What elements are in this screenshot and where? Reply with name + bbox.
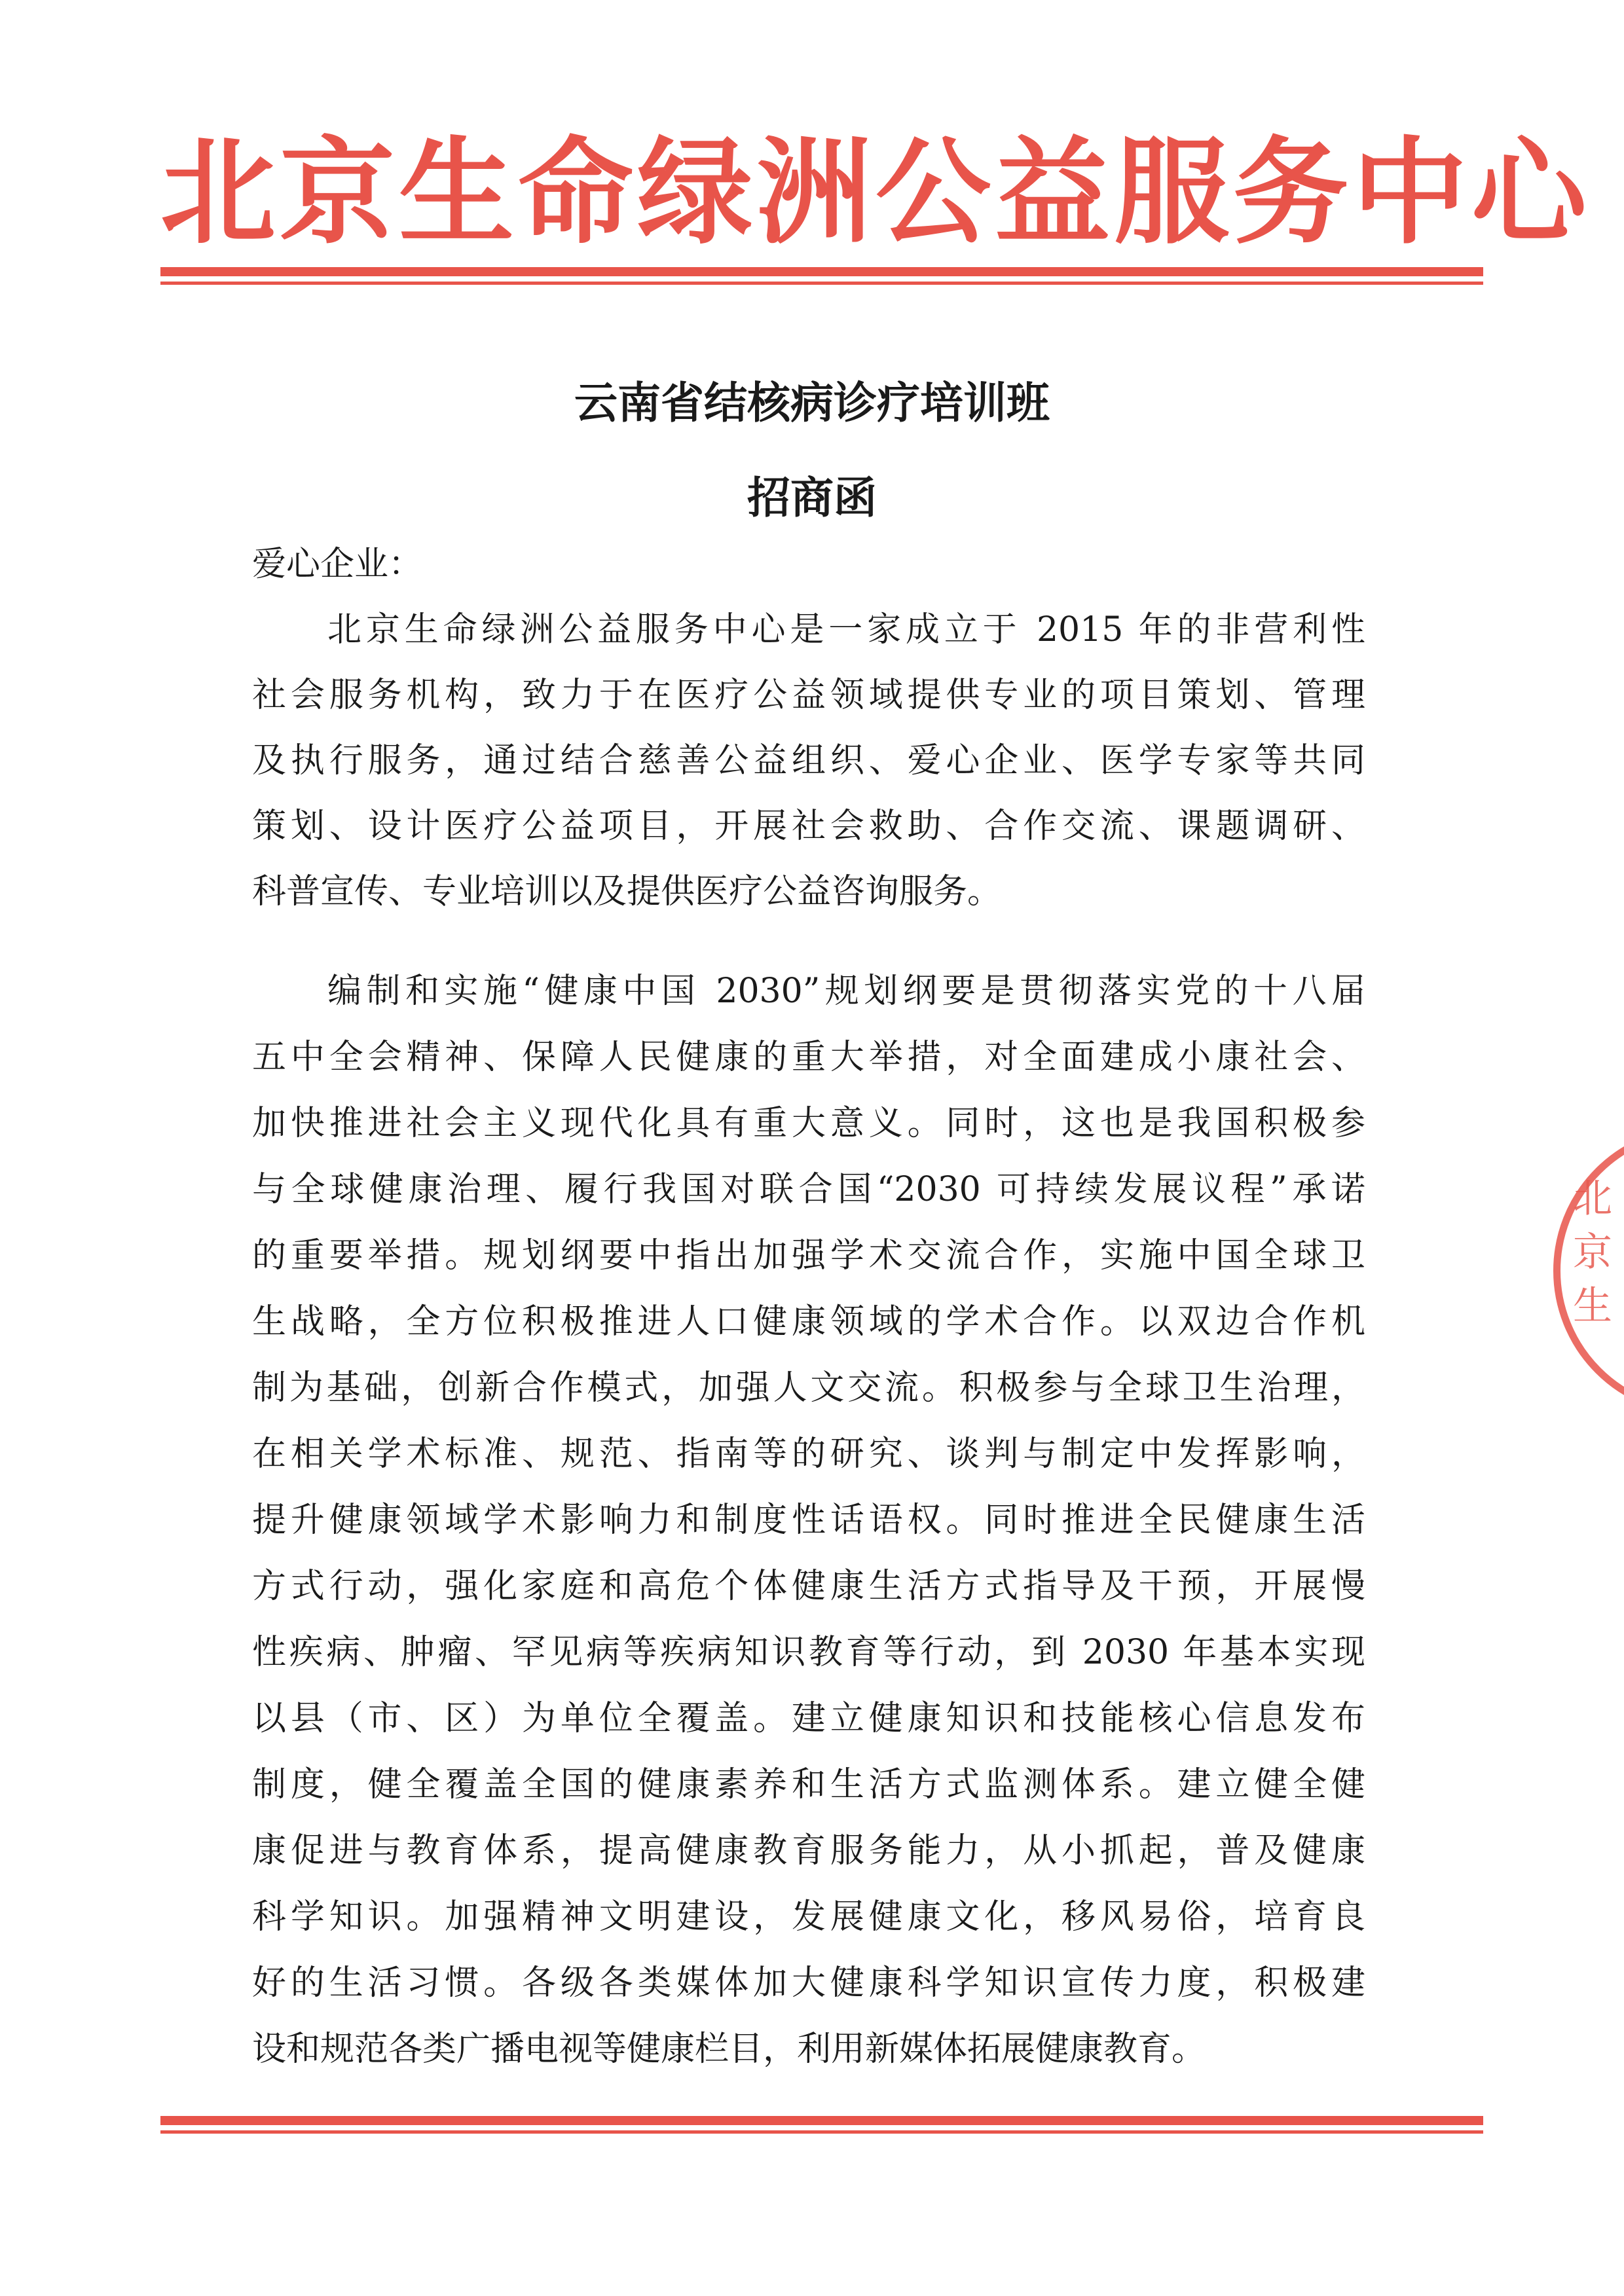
body-line: 策划、设计医疗公益项目，开展社会救助、合作交流、课题调研、 [252,807,1365,846]
footer-rule [160,2116,1483,2134]
body-line: 制为基础，创新合作模式，加强人文交流。积极参与全球卫生治理， [252,1368,1365,1408]
body-line: 北京生命绿洲公益服务中心是一家成立于 2015 年的非营利性 [327,610,1365,649]
rule-thick-line [160,267,1483,276]
body-line: 科学知识。加强精神文明建设，发展健康文化，移风易俗，培育良 [252,1897,1365,1937]
salutation: 爱心企业： [252,545,423,584]
body-line: 科普宣传、专业培训以及提供医疗公益咨询服务。 [252,872,1002,911]
rule-thin-line [160,2130,1483,2134]
body-line: 与全球健康治理、履行我国对联合国“2030 可持续发展议程”承诺 [252,1170,1365,1209]
seal-text: 北 京 生 [1573,1176,1612,1329]
body-line: 康促进与教育体系，提高健康教育服务能力，从小抓起，普及健康 [252,1831,1365,1870]
body-line: 设和规范各类广播电视等健康栏目，利用新媒体拓展健康教育。 [252,2030,1206,2069]
body-line: 好的生活习惯。各级各类媒体加大健康科学知识宣传力度，积极建 [252,1963,1365,2003]
body-line: 制度，健全覆盖全国的健康素养和生活方式监测体系。建立健全健 [252,1765,1365,1804]
letterhead-org-name: 北京生命绿洲公益服务中心 [160,126,1591,260]
body-line: 生战略，全方位积极推进人口健康领域的学术合作。以双边合作机 [252,1302,1365,1341]
body-line: 社会服务机构，致力于在医疗公益领域提供专业的项目策划、管理 [252,676,1365,715]
body-line: 在相关学术标准、规范、指南等的研究、谈判与制定中发挥影响， [252,1434,1365,1474]
document-title: 云南省结核病诊疗培训班 [574,377,1050,428]
document-subtitle: 招商函 [747,472,877,523]
body-line: 五中全会精神、保障人民健康的重大举措，对全面建成小康社会、 [252,1038,1365,1077]
body-line: 性疾病、肿瘤、罕见病等疾病知识教育等行动，到 2030 年基本实现 [252,1633,1365,1672]
body-line: 以县（市、区）为单位全覆盖。建立健康知识和技能核心信息发布 [252,1699,1365,1738]
letterhead-rule-top [160,267,1483,285]
body-line: 的重要举措。规划纲要中指出加强学术交流合作，实施中国全球卫 [252,1236,1365,1275]
body-line: 提升健康领域学术影响力和制度性话语权。同时推进全民健康生活 [252,1501,1365,1540]
body-line: 加快推进社会主义现代化具有重大意义。同时，这也是我国积极参 [252,1104,1365,1143]
rule-thin-line [160,282,1483,285]
rule-thick-line [160,2116,1483,2125]
body-line: 方式行动，强化家庭和高危个体健康生活方式指导及干预，开展慢 [252,1567,1365,1606]
body-line: 编制和实施“健康中国 2030”规划纲要是贯彻落实党的十八届 [327,972,1365,1011]
body-line: 及执行服务，通过结合慈善公益组织、爱心企业、医学专家等共同 [252,741,1365,780]
